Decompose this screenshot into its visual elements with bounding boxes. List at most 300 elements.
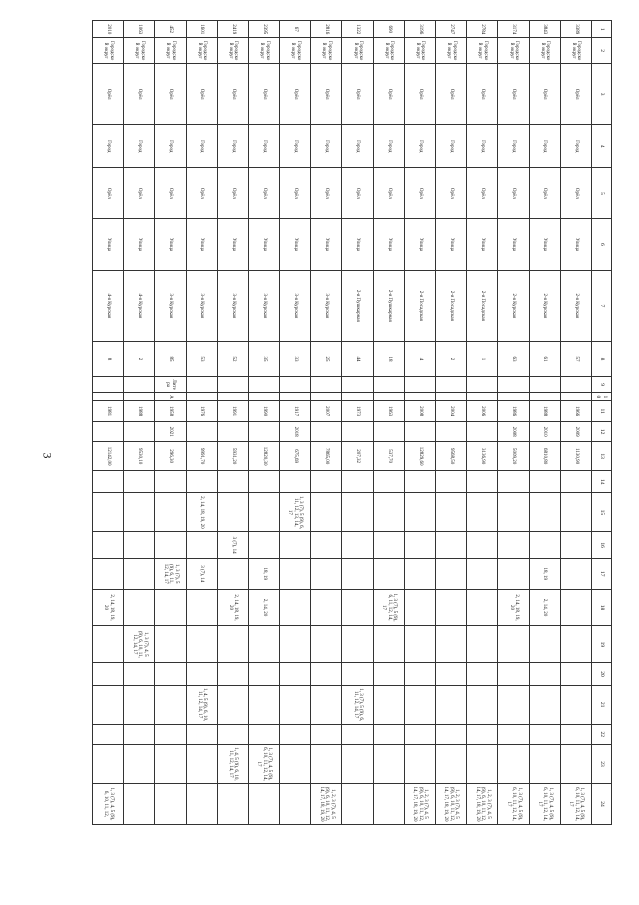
table-cell: 4 xyxy=(404,342,435,377)
column-number-cell: 1 xyxy=(592,21,612,38)
table-cell: Улица xyxy=(124,219,155,270)
table-cell xyxy=(280,589,311,626)
table-cell xyxy=(404,558,435,589)
table-cell: Орёл xyxy=(311,168,342,219)
table-cell: 1, 2, 3 (7), 4, 5 (9), 6, 10, 11, 12, 14, 17, 18, 19, 20 xyxy=(404,783,435,824)
table-cell xyxy=(498,376,529,392)
column-number-cell: 12 xyxy=(592,421,612,441)
table-cell xyxy=(404,470,435,493)
table-cell: 2419 xyxy=(217,21,248,38)
table-cell: Орёл xyxy=(280,168,311,219)
table-cell: 2 xyxy=(436,342,467,377)
table-cell: 2004 xyxy=(436,401,467,421)
table-cell: Улица xyxy=(498,219,529,270)
table-cell: 18, 19 xyxy=(248,558,279,589)
table-cell: 2008 xyxy=(404,401,435,421)
scanned-table-sheet xyxy=(92,20,612,825)
table-cell xyxy=(280,393,311,401)
table-cell xyxy=(248,421,279,441)
table-cell: Орёл xyxy=(311,63,342,124)
table-cell: 2-я Посадская xyxy=(467,270,498,342)
table-cell xyxy=(311,421,342,441)
table-cell xyxy=(529,532,560,559)
table-cell: 1, 4, 5 (9), 6, 10, 11, 12, 14, 17 xyxy=(217,745,248,784)
table-cell: Город xyxy=(93,125,124,168)
table-cell xyxy=(436,724,467,744)
table-cell xyxy=(529,376,560,392)
table-cell: Улица xyxy=(436,219,467,270)
table-cell xyxy=(498,393,529,401)
table-cell: Городской округ xyxy=(311,38,342,64)
table-cell: 25 xyxy=(311,342,342,377)
table-cell xyxy=(373,376,404,392)
table-cell: 5009,20 xyxy=(498,442,529,471)
table-cell xyxy=(155,589,186,626)
table-body xyxy=(93,21,592,825)
table-cell xyxy=(404,532,435,559)
table-cell xyxy=(280,558,311,589)
table-cell: 1991 xyxy=(217,401,248,421)
table-cell xyxy=(311,724,342,744)
column-number-cell: 5 xyxy=(592,168,612,219)
table-cell: Город xyxy=(436,125,467,168)
table-cell xyxy=(186,626,217,663)
table-cell xyxy=(467,745,498,784)
table-cell xyxy=(311,493,342,532)
table-cell xyxy=(280,724,311,744)
table-cell xyxy=(342,663,373,686)
table-cell xyxy=(404,421,435,441)
table-cell: Орёл xyxy=(248,63,279,124)
table-cell: Орёл xyxy=(467,168,498,219)
table-cell xyxy=(373,663,404,686)
table-cell: Улица xyxy=(280,219,311,270)
table-cell xyxy=(311,745,342,784)
table-cell xyxy=(124,783,155,824)
table-cell xyxy=(498,532,529,559)
table-row xyxy=(311,21,342,825)
table-cell: 3389 xyxy=(560,21,591,38)
table-cell xyxy=(186,745,217,784)
table-cell: 33 xyxy=(280,342,311,377)
table-cell xyxy=(248,663,279,686)
table-cell: 2010 xyxy=(529,421,560,441)
table-cell: 2-я Курская xyxy=(498,270,529,342)
table-cell xyxy=(217,783,248,824)
table-cell xyxy=(186,724,217,744)
table-cell: Город xyxy=(373,125,404,168)
table-cell xyxy=(217,724,248,744)
table-cell: Городской округ xyxy=(373,38,404,64)
table-cell xyxy=(560,393,591,401)
table-cell: 1, 4, 5 (9), 6, 10, 11, 12, 14, 17 xyxy=(186,685,217,724)
table-cell: Городской округ xyxy=(436,38,467,64)
table-cell: Улица xyxy=(467,219,498,270)
table-cell: 2395 xyxy=(248,21,279,38)
table-cell: Орёл xyxy=(498,168,529,219)
table-cell xyxy=(217,558,248,589)
table-cell xyxy=(467,558,498,589)
column-number-cell: 20 xyxy=(592,663,612,686)
rotated-table-wrapper xyxy=(92,20,612,825)
table-cell: Городской округ xyxy=(155,38,186,64)
capital-repair-table xyxy=(92,20,612,825)
table-cell xyxy=(467,421,498,441)
table-cell xyxy=(311,685,342,724)
table-cell xyxy=(124,493,155,532)
table-cell xyxy=(280,532,311,559)
table-cell xyxy=(217,470,248,493)
table-cell: 1917 xyxy=(280,401,311,421)
column-number-cell: 14 xyxy=(592,470,612,493)
table-cell xyxy=(404,626,435,663)
table-cell xyxy=(155,626,186,663)
table-cell xyxy=(342,376,373,392)
table-cell xyxy=(93,663,124,686)
table-cell xyxy=(560,589,591,626)
table-cell xyxy=(342,745,373,784)
table-cell: Городской округ xyxy=(342,38,373,64)
table-cell: Орёл xyxy=(186,168,217,219)
table-cell xyxy=(404,493,435,532)
table-cell: 3-я Курская xyxy=(186,270,217,342)
table-cell xyxy=(280,376,311,392)
table-cell: Город xyxy=(560,125,591,168)
page-number: 3 xyxy=(40,452,55,459)
table-cell: Орёл xyxy=(529,63,560,124)
table-cell xyxy=(436,421,467,441)
column-number-cell: 24 xyxy=(592,783,612,824)
table-cell xyxy=(93,724,124,744)
table-cell: Улица xyxy=(311,219,342,270)
table-cell: 2-я Пушкарная xyxy=(342,270,373,342)
table-cell: 2, 14, 20 xyxy=(529,589,560,626)
table-cell: 2, 14, 18, 19, 20 xyxy=(498,589,529,626)
table-cell xyxy=(467,470,498,493)
table-cell xyxy=(186,470,217,493)
table-cell xyxy=(404,376,435,392)
table-cell xyxy=(93,421,124,441)
table-cell: 3-я Курская xyxy=(280,270,311,342)
table-cell xyxy=(560,532,591,559)
column-number-cell: 15 xyxy=(592,493,612,532)
table-cell xyxy=(311,376,342,392)
table-cell: 3 (7), 14 xyxy=(217,532,248,559)
table-cell: 1963 xyxy=(373,401,404,421)
table-cell: Улица xyxy=(529,219,560,270)
table-cell: Улица xyxy=(342,219,373,270)
table-cell xyxy=(436,626,467,663)
table-cell xyxy=(529,393,560,401)
table-cell: 296,30 xyxy=(155,442,186,471)
table-cell xyxy=(248,493,279,532)
table-cell: 207,32 xyxy=(342,442,373,471)
table-cell: 1, 2, 3 (7), 4, 5 (9), 6, 10, 11, 12, 14, 17, 18, 19, 20 xyxy=(467,783,498,824)
table-cell xyxy=(217,626,248,663)
table-cell: 44 xyxy=(342,342,373,377)
table-cell xyxy=(311,558,342,589)
table-row xyxy=(436,21,467,825)
column-number-cell: 6 xyxy=(592,219,612,270)
table-cell xyxy=(467,376,498,392)
table-cell xyxy=(124,589,155,626)
table-cell xyxy=(93,493,124,532)
table-cell: Орёл xyxy=(124,63,155,124)
table-cell xyxy=(155,493,186,532)
table-cell xyxy=(342,470,373,493)
table-cell: 3-я Курская xyxy=(248,270,279,342)
table-cell: 2-я Курская xyxy=(529,270,560,342)
table-cell xyxy=(373,558,404,589)
table-cell xyxy=(311,589,342,626)
table-cell: Город xyxy=(342,125,373,168)
table-cell xyxy=(93,470,124,493)
table-cell xyxy=(93,745,124,784)
table-cell xyxy=(498,663,529,686)
table-cell: 1, 3 (7), 4, 5 (9), 6, 10, 11, 12, 14, 17 xyxy=(529,783,560,824)
table-cell: Городской округ xyxy=(186,38,217,64)
table-cell: Орёл xyxy=(404,63,435,124)
table-row xyxy=(342,21,373,825)
table-cell xyxy=(93,532,124,559)
table-cell xyxy=(529,745,560,784)
table-cell: 9530,10 xyxy=(124,442,155,471)
table-cell: 3-я Курская xyxy=(217,270,248,342)
table-cell: 1, 3 (7), 5 (9), 6, 11, 12, 14, 17 xyxy=(373,589,404,626)
table-cell: Улица xyxy=(560,219,591,270)
table-cell: Орёл xyxy=(155,63,186,124)
table-cell xyxy=(186,393,217,401)
table-cell: Город xyxy=(248,125,279,168)
table-cell: Городской округ xyxy=(217,38,248,64)
column-number-cell: 23 xyxy=(592,745,612,784)
table-cell: 1 xyxy=(467,342,498,377)
column-number-cell: 3 xyxy=(592,63,612,124)
table-cell: Орёл xyxy=(373,63,404,124)
table-cell xyxy=(342,558,373,589)
table-cell xyxy=(342,783,373,824)
table-cell xyxy=(217,421,248,441)
table-cell: 18, 19 xyxy=(529,558,560,589)
table-cell: 52 xyxy=(217,342,248,377)
table-cell: 2006 xyxy=(467,401,498,421)
column-number-cell: 17 xyxy=(592,558,612,589)
column-number-cell: 2 xyxy=(592,38,612,64)
table-cell: 1986 xyxy=(498,401,529,421)
table-cell xyxy=(498,558,529,589)
table-cell: Улица xyxy=(93,219,124,270)
table-cell: Город xyxy=(217,125,248,168)
table-cell: Орёл xyxy=(217,63,248,124)
table-cell: 6810,80 xyxy=(529,442,560,471)
table-row xyxy=(93,21,124,825)
table-cell: Орёл xyxy=(560,63,591,124)
table-cell xyxy=(186,663,217,686)
table-cell xyxy=(342,626,373,663)
table-cell xyxy=(529,685,560,724)
table-cell xyxy=(248,393,279,401)
table-cell: 1958 xyxy=(155,401,186,421)
table-cell xyxy=(217,376,248,392)
table-cell xyxy=(311,470,342,493)
table-cell: 9991,70 xyxy=(186,442,217,471)
table-cell: 675,69 xyxy=(280,442,311,471)
table-cell: 1976 xyxy=(186,401,217,421)
table-cell: Город xyxy=(311,125,342,168)
table-cell xyxy=(498,493,529,532)
table-cell: 1322 xyxy=(342,21,373,38)
table-cell xyxy=(93,626,124,663)
table-cell xyxy=(186,532,217,559)
table-cell xyxy=(311,532,342,559)
table-cell: 3174 xyxy=(498,21,529,38)
table-cell: 2816 xyxy=(311,21,342,38)
table-cell: 1990 xyxy=(248,401,279,421)
table-cell xyxy=(560,745,591,784)
table-cell xyxy=(404,745,435,784)
table-cell: 3 (7), 14 xyxy=(186,558,217,589)
table-cell: 1, 3 (7), 4, 5 (9), 6, 10, 11, 12, 14, 17 xyxy=(248,745,279,784)
table-cell xyxy=(404,393,435,401)
table-cell xyxy=(560,470,591,493)
table-cell: Улица xyxy=(217,219,248,270)
table-cell: 2021 xyxy=(155,421,186,441)
table-cell xyxy=(124,532,155,559)
table-cell xyxy=(342,724,373,744)
table-cell: 2-я Посадская xyxy=(404,270,435,342)
table-cell: Орёл xyxy=(342,63,373,124)
table-cell: Город xyxy=(529,125,560,168)
table-cell xyxy=(436,376,467,392)
table-cell: Город xyxy=(186,125,217,168)
table-cell: Город xyxy=(498,125,529,168)
table-cell xyxy=(467,663,498,686)
table-cell: 4-я Курская xyxy=(93,270,124,342)
table-cell: Орёл xyxy=(342,168,373,219)
table-cell xyxy=(467,532,498,559)
table-cell xyxy=(436,393,467,401)
table-cell xyxy=(155,724,186,744)
table-cell: 57 xyxy=(560,342,591,377)
table-cell xyxy=(404,663,435,686)
table-cell: 63 xyxy=(498,342,529,377)
table-cell xyxy=(93,376,124,392)
table-row xyxy=(373,21,404,825)
table-cell xyxy=(124,393,155,401)
table-cell xyxy=(186,783,217,824)
table-cell: 2007 xyxy=(311,401,342,421)
table-cell xyxy=(373,745,404,784)
table-cell xyxy=(373,393,404,401)
table-row xyxy=(467,21,498,825)
table-cell xyxy=(155,663,186,686)
table-cell xyxy=(436,663,467,686)
table-cell: Город xyxy=(280,125,311,168)
table-cell: 9568,50 xyxy=(436,442,467,471)
table-row xyxy=(529,21,560,825)
table-cell xyxy=(498,470,529,493)
table-cell: 1601 xyxy=(186,21,217,38)
table-cell: 2747 xyxy=(436,21,467,38)
table-cell: Улица xyxy=(155,219,186,270)
column-number-cell: 21 xyxy=(592,685,612,724)
table-cell: Городской округ xyxy=(93,38,124,64)
table-cell xyxy=(529,470,560,493)
table-cell xyxy=(560,685,591,724)
table-cell: Орёл xyxy=(436,63,467,124)
table-cell: 1, 2, 3 (7), 4, 5 (9), 6, 10, 11, 12, 14, 17, 18, 19, 20 xyxy=(311,783,342,824)
table-cell: Улица xyxy=(186,219,217,270)
table-cell: 12829,60 xyxy=(404,442,435,471)
table-cell: Городской округ xyxy=(498,38,529,64)
table-cell: 2-я Посадская xyxy=(436,270,467,342)
table-cell xyxy=(217,493,248,532)
table-cell xyxy=(373,493,404,532)
table-cell xyxy=(311,663,342,686)
table-cell xyxy=(342,393,373,401)
table-cell: 1988 xyxy=(529,401,560,421)
table-cell: Орёл xyxy=(93,63,124,124)
table-cell: 1981 xyxy=(93,401,124,421)
table-cell: Городской округ xyxy=(248,38,279,64)
table-cell xyxy=(342,532,373,559)
column-number-cell: 4 xyxy=(592,125,612,168)
table-cell: Город xyxy=(467,125,498,168)
table-cell: А xyxy=(155,393,186,401)
table-cell xyxy=(373,626,404,663)
table-cell xyxy=(436,493,467,532)
table-cell: Городской округ xyxy=(124,38,155,64)
table-cell xyxy=(280,663,311,686)
table-cell xyxy=(467,393,498,401)
column-number-cell: 13 xyxy=(592,442,612,471)
table-cell: Городской округ xyxy=(280,38,311,64)
table-cell: 53 xyxy=(186,342,217,377)
table-cell: 2 xyxy=(124,342,155,377)
table-cell xyxy=(124,558,155,589)
table-cell: Городской округ xyxy=(560,38,591,64)
table-cell xyxy=(124,470,155,493)
table-cell xyxy=(186,376,217,392)
table-cell xyxy=(93,393,124,401)
table-cell: 1, 3 (7), 4, 5 (9), 6, 10, 11, 12, 14, 17 xyxy=(124,626,155,663)
table-cell xyxy=(155,532,186,559)
table-cell: 2008 xyxy=(498,421,529,441)
table-cell: 2009 xyxy=(560,421,591,441)
column-number-cell: 11 xyxy=(592,401,612,421)
table-cell xyxy=(280,783,311,824)
table-cell: Орёл xyxy=(217,168,248,219)
table-cell: Орёл xyxy=(529,168,560,219)
table-cell: 452 xyxy=(155,21,186,38)
table-cell: 4-я Курская xyxy=(124,270,155,342)
table-cell: 35 xyxy=(248,342,279,377)
column-number-cell: 7 xyxy=(592,270,612,342)
table-cell xyxy=(124,745,155,784)
table-cell xyxy=(560,626,591,663)
table-cell: 1130,90 xyxy=(560,442,591,471)
table-cell: Орёл xyxy=(186,63,217,124)
table-cell: Орёл xyxy=(280,63,311,124)
table-cell: Орёл xyxy=(404,168,435,219)
table-cell xyxy=(373,421,404,441)
table-cell xyxy=(155,685,186,724)
table-cell xyxy=(560,558,591,589)
table-cell: 1, 3 (7), 5 (9), 6, 11, 12, 14, 17 xyxy=(155,558,186,589)
table-cell: 85 xyxy=(155,342,186,377)
table-cell: Город xyxy=(404,125,435,168)
table-cell xyxy=(529,724,560,744)
